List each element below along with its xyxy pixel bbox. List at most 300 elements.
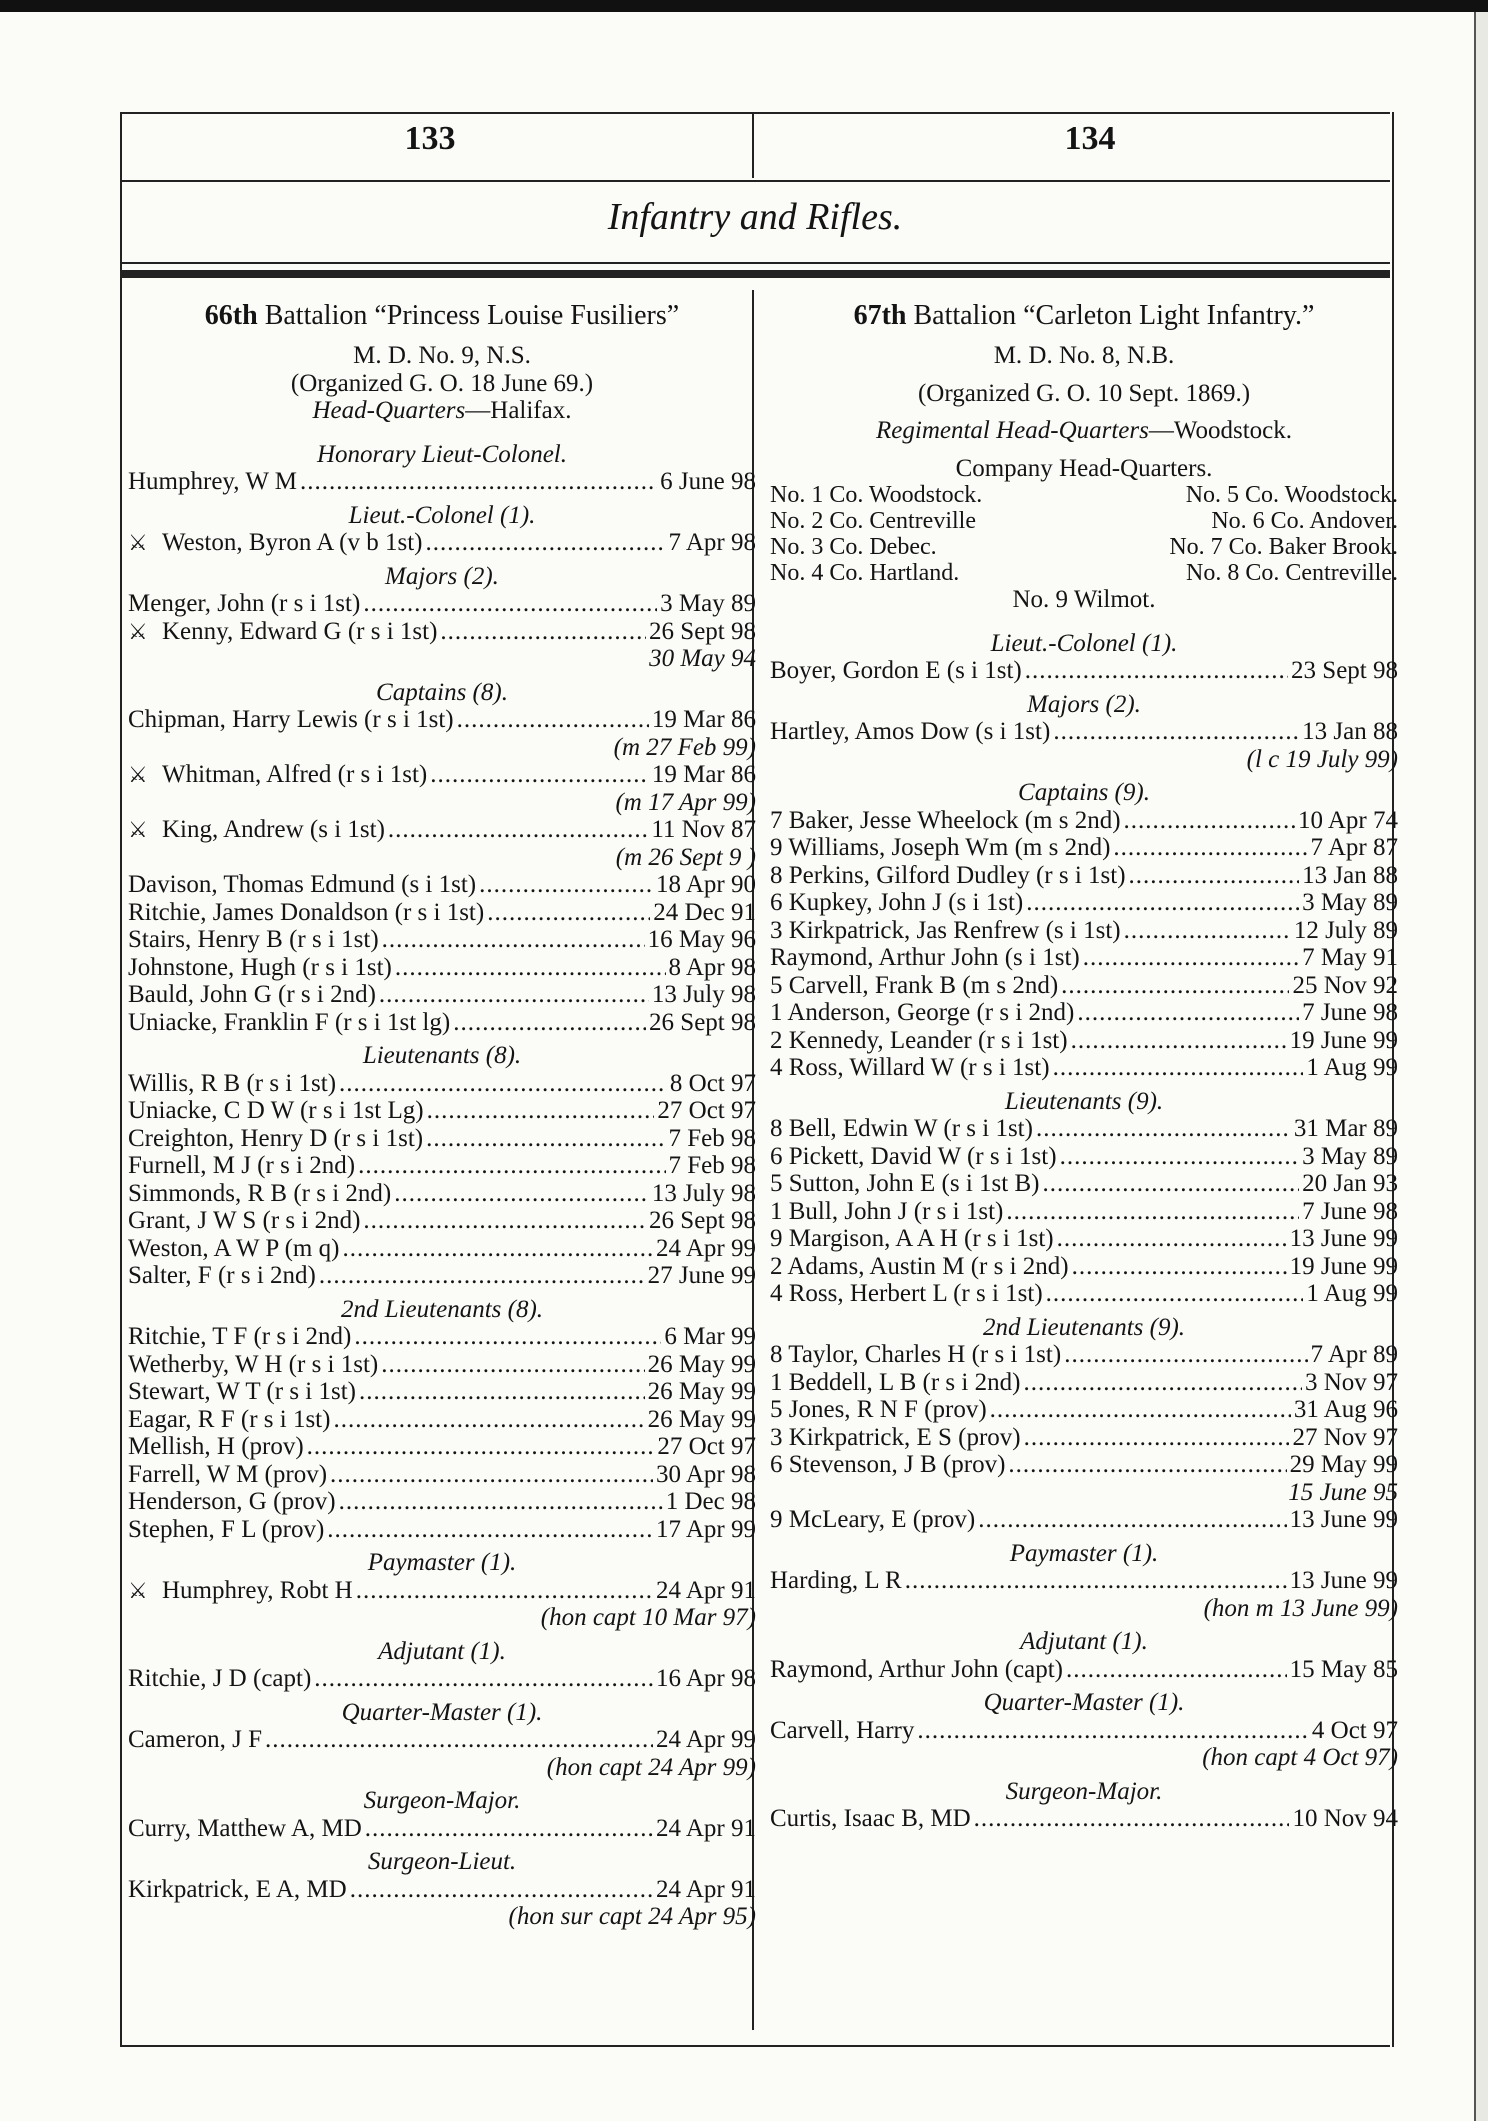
leader-dots: [394, 1180, 649, 1208]
commission-date: 20 Jan 93: [1302, 1170, 1398, 1197]
section-heading: Surgeon-Major.: [363, 1787, 521, 1814]
commission-date: 16 May 96: [647, 926, 756, 953]
commission-date: 30 Apr 98: [656, 1460, 756, 1488]
officer-entry: [770, 972, 1398, 1000]
officer-entry: [770, 1506, 1398, 1534]
commission-date: 7 Apr 98: [668, 529, 756, 556]
officer-name: [128, 926, 379, 954]
commission-date: 12 July 89: [1293, 916, 1398, 944]
officer-entry: [770, 1280, 1398, 1308]
commission-date: 31 Aug 96: [1293, 1396, 1398, 1423]
officer-name: [128, 1207, 360, 1235]
commission-date: 7 Feb 98: [668, 1124, 756, 1152]
officer-entry: [128, 1009, 756, 1037]
officer-name-text: 6 Pickett, David W (r s i 1st): [770, 1142, 1057, 1170]
commission-date: 27 Oct 97: [657, 1097, 756, 1124]
officer-name-text: 1 Beddell, L B (r s i 2nd): [770, 1368, 1021, 1396]
officer-name-text: 4 Ross, Willard W (r s i 1st): [770, 1054, 1050, 1081]
leader-dots: [1025, 657, 1288, 685]
officer-entry: [128, 816, 756, 844]
officer-entry: [770, 862, 1398, 890]
leader-dots: [1060, 1143, 1300, 1171]
officer-name: [128, 954, 392, 982]
commission-date: 13 Jan 88: [1302, 718, 1398, 745]
commission-date: 15 May 85: [1289, 1655, 1398, 1683]
leader-dots: [330, 1461, 653, 1489]
officer-entry: [128, 1207, 756, 1235]
officer-name-text: Cameron, J F: [128, 1726, 263, 1753]
officer-entry: [770, 1170, 1398, 1198]
leader-dots: [1066, 1656, 1287, 1684]
leader-dots: [307, 1433, 655, 1461]
officer-name-text: Stephen, F L (prov): [128, 1515, 325, 1543]
leader-dots: [342, 1235, 653, 1263]
leader-dots: [457, 706, 649, 734]
section-heading: 2nd Lieutenants (8).: [340, 1295, 544, 1323]
officer-name: [128, 706, 454, 734]
section-heading: Captains (8).: [376, 678, 508, 706]
officer-name-text: Ritchie, T F (r s i 2nd): [128, 1323, 352, 1350]
officer-name: [128, 1726, 262, 1754]
commission-date: 26 Sept 98: [649, 1207, 756, 1234]
company-entry: No. 4 Co. Hartland.: [770, 560, 960, 586]
officer-entry: [128, 618, 756, 646]
leader-dots: [905, 1567, 1287, 1595]
officer-entry: [128, 926, 756, 954]
officer-name-text: Creighton, Henry D (r s i 1st): [128, 1124, 424, 1152]
crossed-swords-icon: ⚔: [128, 1577, 148, 1603]
officer-entry: [770, 1805, 1398, 1833]
officer-name-text: Humphrey, W M: [128, 468, 297, 495]
crossed-swords-icon: ⚔: [128, 618, 148, 644]
officer-entry: [770, 1567, 1398, 1595]
officer-name-text: Johnstone, Hugh (r s i 1st): [128, 953, 392, 981]
company-hq-title: Company Head-Quarters.: [955, 454, 1213, 482]
officer-name-text: Curtis, Isaac B, MD: [770, 1805, 971, 1832]
commission-date: 24 Dec 91: [653, 898, 756, 926]
rank-note: (m 26 Sept 9 ): [615, 843, 756, 871]
leader-dots: [354, 1323, 661, 1351]
commission-date: 24 Apr 99: [656, 1726, 756, 1753]
leader-dots: [1129, 862, 1300, 890]
officer-entry: [770, 1717, 1398, 1745]
officer-name-text: 8 Bell, Edwin W (r s i 1st): [770, 1115, 1033, 1142]
page-number-left: 133: [404, 120, 456, 157]
leader-dots: [365, 1815, 653, 1843]
officer-name: [128, 1351, 378, 1379]
officer-name: [770, 834, 1110, 862]
officer-name: [770, 1717, 914, 1745]
officer-name: [770, 1369, 1020, 1397]
leader-dots: [1026, 889, 1299, 917]
officer-name-text: Farrell, W M (prov): [128, 1460, 328, 1488]
officer-name-text: Stairs, Henry B (r s i 1st): [128, 926, 379, 953]
officer-name: [128, 1488, 336, 1516]
commission-date: 7 May 91: [1302, 944, 1398, 971]
commission-date: 3 May 89: [1302, 1142, 1398, 1170]
battalion-name: Battalion “Princess Louise Fusiliers”: [264, 300, 680, 331]
commission-date: 31 Mar 89: [1293, 1115, 1398, 1142]
officer-entry: [128, 1097, 756, 1125]
officer-name-text: 9 Williams, Joseph Wm (m s 2nd): [770, 834, 1111, 861]
leader-dots: [453, 1009, 646, 1037]
officer-name-text: Weston, Byron A (v b 1st): [162, 529, 423, 556]
top-rule: [120, 112, 1390, 114]
section-title: Infantry and Rifles.: [607, 196, 903, 238]
officer-name: [770, 1143, 1057, 1171]
company-entry: No. 3 Co. Debec.: [770, 534, 937, 560]
officer-entry: [128, 1351, 756, 1379]
officer-name-text: Raymond, Arthur John (capt): [770, 1655, 1064, 1683]
section-heading: 2nd Lieutenants (9).: [982, 1313, 1186, 1341]
officer-entry: [770, 834, 1398, 862]
leader-dots: [1023, 1369, 1302, 1397]
officer-entry: [770, 1396, 1398, 1424]
leader-dots: [1113, 834, 1307, 862]
officer-name-text: 6 Stevenson, J B (prov): [770, 1451, 1006, 1478]
officer-entry: [128, 1180, 756, 1208]
commission-date: 7 Feb 98: [668, 1152, 756, 1179]
officer-name-text: Bauld, John G (r s i 2nd): [128, 981, 376, 1008]
section-heading: Adjutant (1).: [378, 1637, 506, 1665]
officer-name: [128, 899, 484, 927]
officer-name: [128, 1665, 311, 1693]
commission-date: 3 Nov 97: [1304, 1368, 1398, 1396]
scan-top-edge: [0, 0, 1488, 12]
officer-entry: [770, 1054, 1398, 1082]
officer-name-text: Simmonds, R B (r s i 2nd): [128, 1179, 392, 1207]
battalion-number: 66th: [204, 300, 258, 331]
commission-date: 1 Aug 99: [1306, 1054, 1398, 1081]
officer-name: [770, 807, 1121, 835]
commission-date: 29 May 99: [1289, 1451, 1398, 1478]
leader-dots: [381, 1351, 644, 1379]
commission-date: 7 June 98: [1302, 1197, 1398, 1225]
officer-entry: [770, 1424, 1398, 1452]
officer-name: [770, 972, 1058, 1000]
officer-name: [770, 1054, 1050, 1082]
officer-name-text: Uniacke, C D W (r s i 1st Lg): [128, 1097, 424, 1124]
section-heading: Lieut.-Colonel (1).: [990, 629, 1178, 657]
leader-dots: [1024, 1424, 1290, 1452]
officer-entry: [770, 807, 1398, 835]
officer-name: [770, 999, 1074, 1027]
officer-name-text: Carvell, Harry: [770, 1716, 915, 1744]
officer-name-text: 5 Sutton, John E (s i 1st B): [770, 1170, 1040, 1197]
title-rule-thick: [120, 270, 1390, 278]
leader-dots: [1053, 718, 1299, 746]
leader-dots: [359, 1378, 645, 1406]
officer-name-text: Menger, John (r s i 1st): [128, 590, 361, 617]
leader-dots: [440, 618, 646, 646]
officer-name-text: 2 Adams, Austin M (r s i 2nd): [770, 1252, 1069, 1280]
officer-entry: [128, 954, 756, 982]
leader-dots: [1124, 807, 1295, 835]
officer-name: [128, 618, 437, 646]
officer-entry: [128, 1152, 756, 1180]
leader-dots: [339, 1070, 667, 1098]
leader-dots: [426, 1125, 665, 1153]
officer-name: [128, 816, 385, 844]
crossed-swords-icon: ⚔: [128, 530, 148, 555]
rank-note: (hon capt 10 Mar 97): [540, 1604, 756, 1631]
officer-entry: [128, 468, 756, 496]
officer-name: [770, 889, 1023, 917]
header-rule: [120, 180, 1390, 182]
commission-date: 13 June 99: [1289, 1567, 1398, 1594]
officer-entry: [128, 706, 756, 734]
leader-dots: [426, 529, 666, 557]
section-heading: Quarter-Master (1).: [341, 1698, 543, 1726]
commission-date: 3 May 89: [1302, 889, 1398, 916]
officer-entry: [770, 1253, 1398, 1281]
officer-name: [128, 529, 423, 557]
officer-name: [128, 1406, 330, 1434]
officer-entry: [128, 1323, 756, 1351]
leader-dots: [265, 1726, 653, 1754]
officer-entry: [128, 871, 756, 899]
officer-name: [770, 1656, 1063, 1684]
officer-name-text: Stewart, W T (r s i 1st): [128, 1378, 357, 1405]
leader-dots: [356, 1577, 653, 1605]
officer-name: [128, 1070, 336, 1098]
company-entry: No. 6 Co. Andover.: [1211, 508, 1398, 534]
officer-entry: [770, 1656, 1398, 1684]
section-heading: Paymaster (1).: [1009, 1539, 1159, 1567]
commission-date: 11 Nov 87: [651, 816, 756, 843]
officer-entry: [128, 1665, 756, 1693]
officer-entry: [770, 1451, 1398, 1479]
officer-name-text: Salter, F (r s i 2nd): [128, 1262, 316, 1289]
officer-entry: [128, 1070, 756, 1098]
officer-entry: [770, 889, 1398, 917]
section-heading: Lieutenants (9).: [1004, 1087, 1164, 1115]
officer-entry: [128, 1235, 756, 1263]
leader-dots: [1083, 944, 1299, 972]
officer-name: [770, 1115, 1033, 1143]
page-number-divider: [752, 112, 754, 178]
leader-dots: [487, 899, 650, 927]
leader-dots: [395, 954, 666, 982]
officer-name: [770, 1341, 1061, 1369]
company-row: [770, 508, 1398, 534]
leader-dots: [319, 1262, 645, 1290]
officer-name-text: Kirkpatrick, E A, MD: [128, 1875, 347, 1903]
commission-date: 10 Nov 94: [1292, 1805, 1398, 1832]
rank-note: (m 27 Feb 99): [613, 733, 756, 761]
officer-entry: [128, 1577, 756, 1605]
officer-name: [770, 944, 1080, 972]
leader-dots: [1071, 1027, 1287, 1055]
section-heading: Lieutenants (8).: [362, 1042, 522, 1069]
officer-name-text: Grant, J W S (r s i 2nd): [128, 1207, 361, 1234]
officer-name: [770, 1451, 1005, 1479]
commission-date: 19 Mar 86: [651, 706, 756, 733]
officer-name: [128, 981, 376, 1009]
officer-name-text: 9 Margison, A A H (r s i 1st): [770, 1225, 1054, 1252]
officer-name-text: 5 Jones, R N F (prov): [770, 1396, 987, 1423]
officer-name: [128, 1097, 424, 1125]
officer-name: [128, 1461, 327, 1489]
title-rule-thin: [120, 262, 1390, 264]
officer-name-text: 1 Anderson, George (r s i 2nd): [770, 999, 1075, 1026]
leader-dots: [1124, 917, 1291, 945]
officer-name: [770, 1170, 1039, 1198]
leader-dots: [430, 761, 649, 789]
officer-name-text: Wetherby, W H (r s i 1st): [128, 1350, 379, 1378]
commission-date: 7 June 98: [1302, 999, 1398, 1026]
officer-name: [128, 761, 427, 789]
commission-date: 6 June 98: [660, 468, 756, 495]
rank-note: (l c 19 July 99): [1246, 745, 1398, 773]
officer-name: [128, 1815, 362, 1843]
officer-name: [770, 1805, 971, 1833]
officer-name: [770, 1506, 975, 1534]
leader-dots: [333, 1406, 644, 1434]
rank-note: (m 17 Apr 99): [615, 788, 756, 816]
company-list: [770, 482, 1398, 586]
officer-name-text: Hartley, Amos Dow (s i 1st): [770, 718, 1051, 745]
officer-name: [770, 1567, 902, 1595]
company-entry: No. 1 Co. Woodstock.: [770, 482, 983, 508]
commission-date: 27 June 99: [647, 1262, 756, 1289]
crossed-swords-icon: ⚔: [128, 817, 148, 842]
officer-name: [770, 1027, 1068, 1055]
officer-name-text: 9 McLeary, E (prov): [770, 1506, 976, 1533]
officer-entry: [128, 1433, 756, 1461]
officer-entry: [128, 761, 756, 789]
commission-date: 8 Apr 98: [668, 953, 756, 981]
commission-date: 27 Nov 97: [1292, 1423, 1398, 1451]
commission-date: 10 Apr 74: [1298, 806, 1398, 834]
section-heading: Adjutant (1).: [1020, 1628, 1148, 1655]
officer-name: [128, 1516, 324, 1544]
officer-entry: [128, 529, 756, 557]
battalion-heading: [128, 300, 756, 332]
leader-dots: [1077, 999, 1299, 1027]
leader-dots: [974, 1805, 1290, 1833]
rank-note: (hon m 13 June 99): [1203, 1594, 1398, 1622]
crossed-swords-icon: ⚔: [128, 762, 148, 787]
company-entry: No. 7 Co. Baker Brook.: [1169, 534, 1398, 560]
officer-name: [128, 1378, 356, 1406]
officer-name-text: Chipman, Harry Lewis (r s i 1st): [128, 706, 454, 733]
commission-date: 19 Mar 86: [651, 761, 756, 788]
commission-date: 17 Apr 99: [656, 1515, 756, 1543]
leader-dots: [379, 981, 649, 1009]
company-last: No. 9 Wilmot.: [1012, 586, 1156, 613]
company-row: [770, 560, 1398, 586]
section-heading: Paymaster (1).: [367, 1549, 517, 1576]
commission-date: 13 July 98: [651, 981, 756, 1008]
officer-entry: [128, 590, 756, 618]
officer-name-text: Uniacke, Franklin F (r s i 1st lg): [128, 1008, 451, 1036]
officer-name-text: 3 Kirkpatrick, Jas Renfrew (s i 1st): [770, 916, 1121, 944]
leader-dots: [1008, 1451, 1286, 1479]
company-entry: No. 5 Co. Woodstock.: [1185, 482, 1398, 508]
officer-entry: [128, 1488, 756, 1516]
commission-date: 27 Oct 97: [657, 1433, 756, 1460]
officer-name: [770, 917, 1121, 945]
leader-dots: [388, 816, 648, 844]
officer-name-text: Mellish, H (prov): [128, 1433, 304, 1460]
leader-dots: [1061, 972, 1289, 1000]
commission-date: 1 Aug 99: [1306, 1280, 1398, 1307]
officer-name-text: 5 Carvell, Frank B (m s 2nd): [770, 971, 1059, 999]
commission-date: 25 Nov 92: [1292, 971, 1398, 999]
officer-name-text: Furnell, M J (r s i 2nd): [128, 1152, 356, 1179]
commission-date: 23 Sept 98: [1291, 657, 1398, 684]
officer-name-text: 4 Ross, Herbert L (r s i 1st): [770, 1280, 1043, 1307]
section-heading: Surgeon-Lieut.: [367, 1848, 517, 1875]
leader-dots: [339, 1488, 663, 1516]
company-entry: No. 2 Co. Centreville: [770, 508, 976, 534]
leader-dots: [990, 1396, 1291, 1424]
section-heading: Captains (9).: [1018, 779, 1150, 806]
commission-date: 1 Dec 98: [665, 1488, 756, 1515]
officer-name-text: Willis, R B (r s i 1st): [128, 1069, 337, 1097]
organized-note: (Organized G. O. 10 Sept. 1869.): [917, 379, 1251, 407]
officer-entry: [770, 1143, 1398, 1171]
commission-date: 18 Apr 90: [656, 871, 756, 898]
leader-dots: [1064, 1341, 1307, 1369]
officer-name-text: 2 Kennedy, Leander (r s i 1st): [770, 1026, 1068, 1054]
officer-name: [770, 1225, 1054, 1253]
battalion-name: Battalion “Carleton Light Infantry.”: [913, 300, 1315, 331]
leader-dots: [363, 1207, 646, 1235]
leader-dots: [479, 871, 653, 899]
officer-entry: [128, 899, 756, 927]
officer-name: [128, 1876, 347, 1904]
leader-dots: [1046, 1280, 1304, 1308]
officer-name: [128, 1577, 353, 1605]
commission-date: 26 Sept 98: [649, 617, 756, 645]
leader-dots: [1053, 1054, 1304, 1082]
commission-date: 13 June 99: [1289, 1225, 1398, 1252]
leader-dots: [363, 590, 657, 618]
commission-date: 4 Oct 97: [1311, 1716, 1398, 1744]
officer-name: [128, 1180, 391, 1208]
officer-name-text: 6 Kupkey, John J (s i 1st): [770, 889, 1024, 916]
officer-name: [770, 1396, 987, 1424]
officer-name-text: Weston, A W P (m q): [128, 1234, 340, 1262]
officer-sections: [770, 630, 1398, 1833]
officer-name-text: Boyer, Gordon E (s i 1st): [770, 657, 1022, 684]
officer-entry: [128, 1378, 756, 1406]
officer-name: [128, 1323, 351, 1351]
officer-entry: [770, 1369, 1398, 1397]
company-row: [770, 482, 1398, 508]
leader-dots: [1057, 1225, 1287, 1253]
section-heading: Majors (2).: [1027, 690, 1141, 718]
leader-dots: [1006, 1198, 1299, 1226]
headquarters: Head-Quarters—Halifax.: [312, 397, 572, 424]
commission-date: 8 Oct 97: [669, 1069, 756, 1097]
section-heading: Quarter-Master (1).: [983, 1689, 1185, 1716]
rank-note: (hon capt 4 Oct 97): [1202, 1744, 1398, 1771]
officer-name: [770, 1253, 1069, 1281]
military-district: M. D. No. 8, N.B.: [993, 342, 1175, 369]
officer-name: [128, 590, 360, 618]
officer-name-text: 8 Taylor, Charles H (r s i 1st): [770, 1341, 1062, 1368]
officer-name: [128, 1235, 339, 1263]
officer-name-text: Whitman, Alfred (r s i 1st): [162, 761, 428, 788]
commission-date: 26 May 99: [647, 1378, 756, 1405]
officer-entry: [770, 1027, 1398, 1055]
company-row: [770, 534, 1398, 560]
commission-date: 19 June 99: [1289, 1252, 1398, 1280]
officer-entry: [770, 718, 1398, 746]
